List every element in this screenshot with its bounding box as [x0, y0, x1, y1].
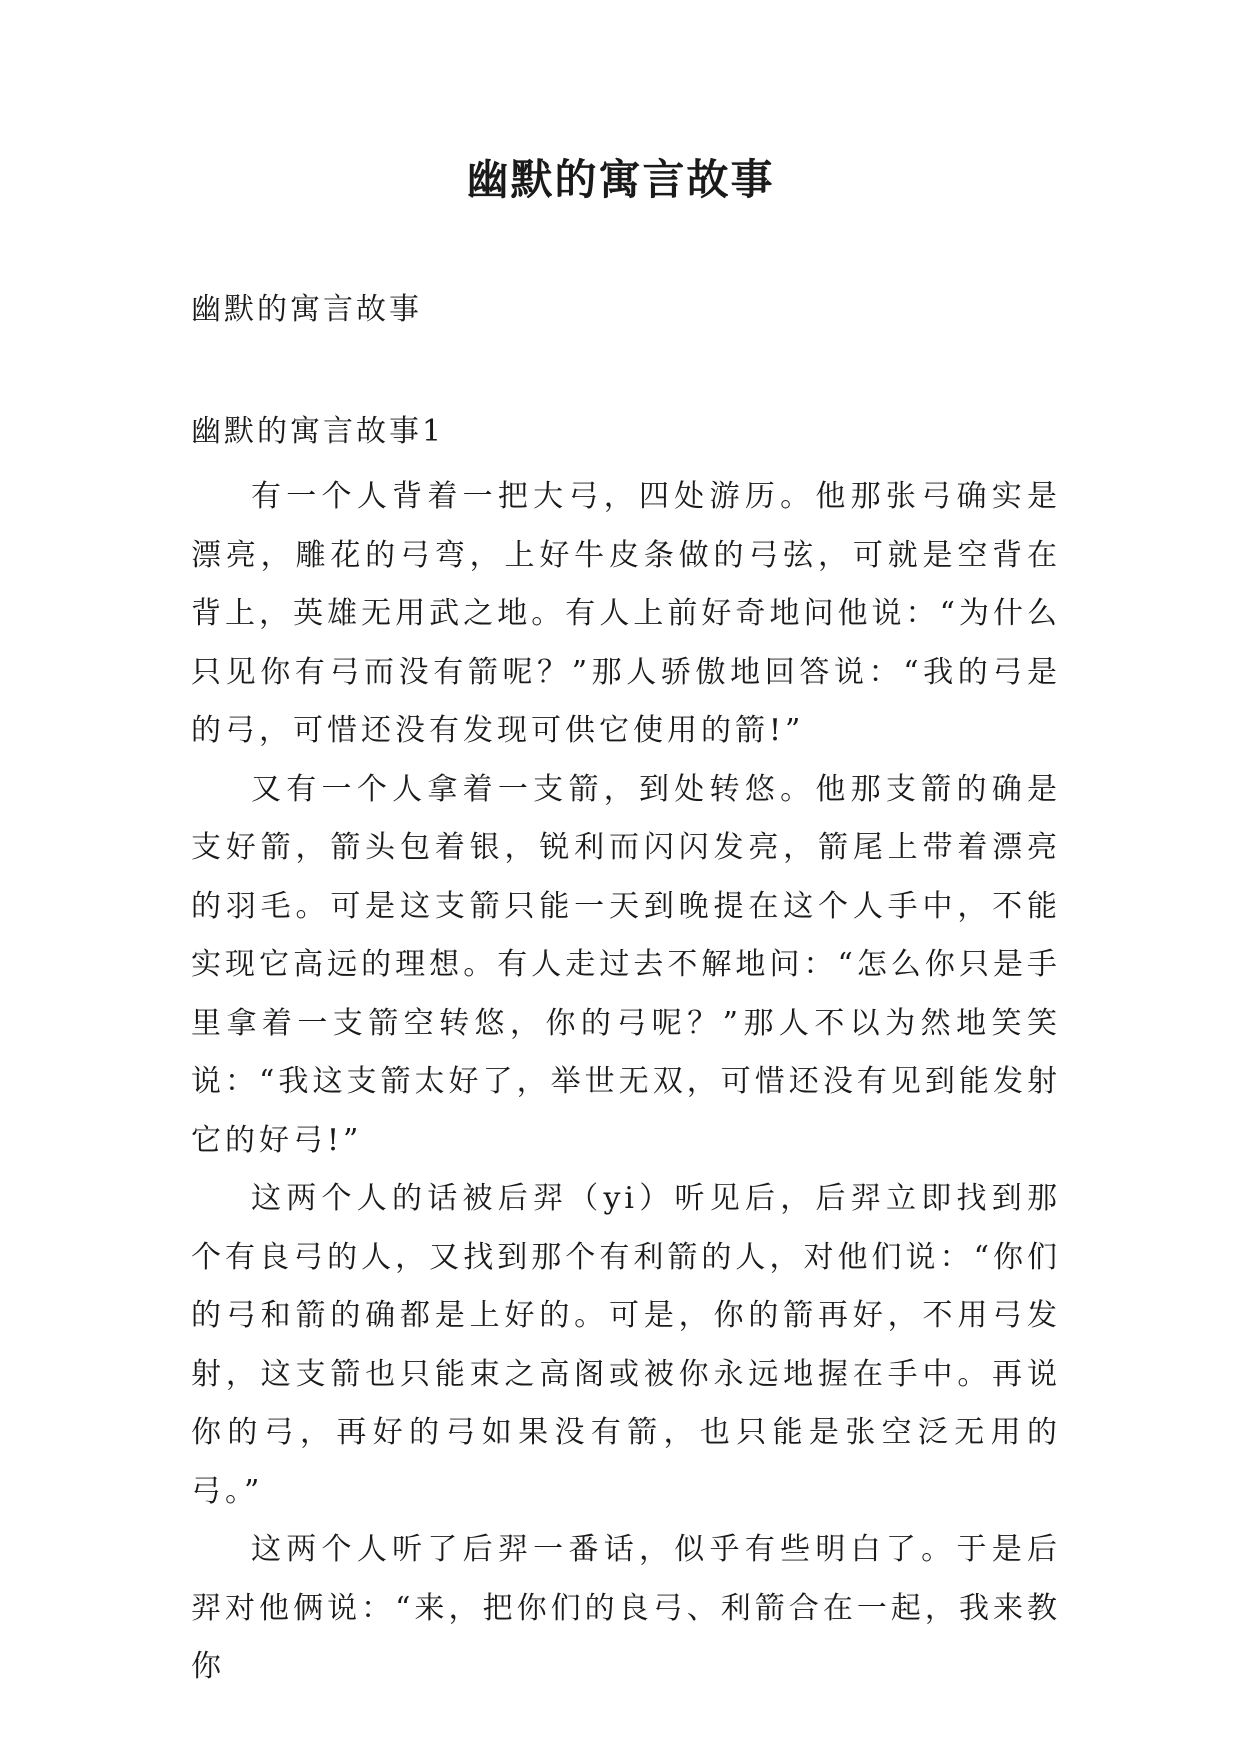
document-subtitle: 幽默的寓言故事 — [191, 292, 422, 327]
document-title: 幽默的寓言故事 — [466, 155, 775, 204]
paragraph-1: 有一个人背着一把大弓，四处游历。他那张弓确实是漂亮，雕花的弓弯，上好牛皮条做的弓弦，可就是空背在背上，英雄无用武之地。有人上前好奇地问他说：“为什么只见你有弓而没有箭呢？”那人骄傲地回答说：“我的弓是的弓，可惜还没有发现可供它使用的箭!” — [191, 479, 1061, 748]
paragraph-4: 这两个人听了后羿一番话，似乎有些明白了。于是后羿对他俩说：“来，把你们的良弓、利箭合在一起，我来教你 — [191, 1532, 1061, 1684]
section-heading: 幽默的寓言故事1 — [191, 414, 445, 449]
story-body — [191, 468, 1061, 1697]
paragraph-2: 又有一个人拿着一支箭，到处转悠。他那支箭的确是支好箭，箭头包着银，锐利而闪闪发亮，箭尾上带着漂亮的羽毛。可是这支箭只能一天到晚提在这个人手中，不能实现它高远的理想。有人走过去不解地问：“怎么你只是手里拿着一支箭空转悠，你的弓呢？”那人不以为然地笑笑说：“我这支箭太好了，举世无双，可惜还没有见到能发射它的好弓!” — [191, 771, 1061, 1158]
paragraph-3: 这两个人的话被后羿（yi）听见后，后羿立即找到那个有良弓的人，又找到那个有利箭的人，对他们说：“你们的弓和箭的确都是上好的。可是，你的箭再好，不用弓发射，这支箭也只能束之高阁或被你永远地握在手中。再说你的弓，再好的弓如果没有箭，也只能是张空泛无用的弓。” — [191, 1181, 1061, 1509]
